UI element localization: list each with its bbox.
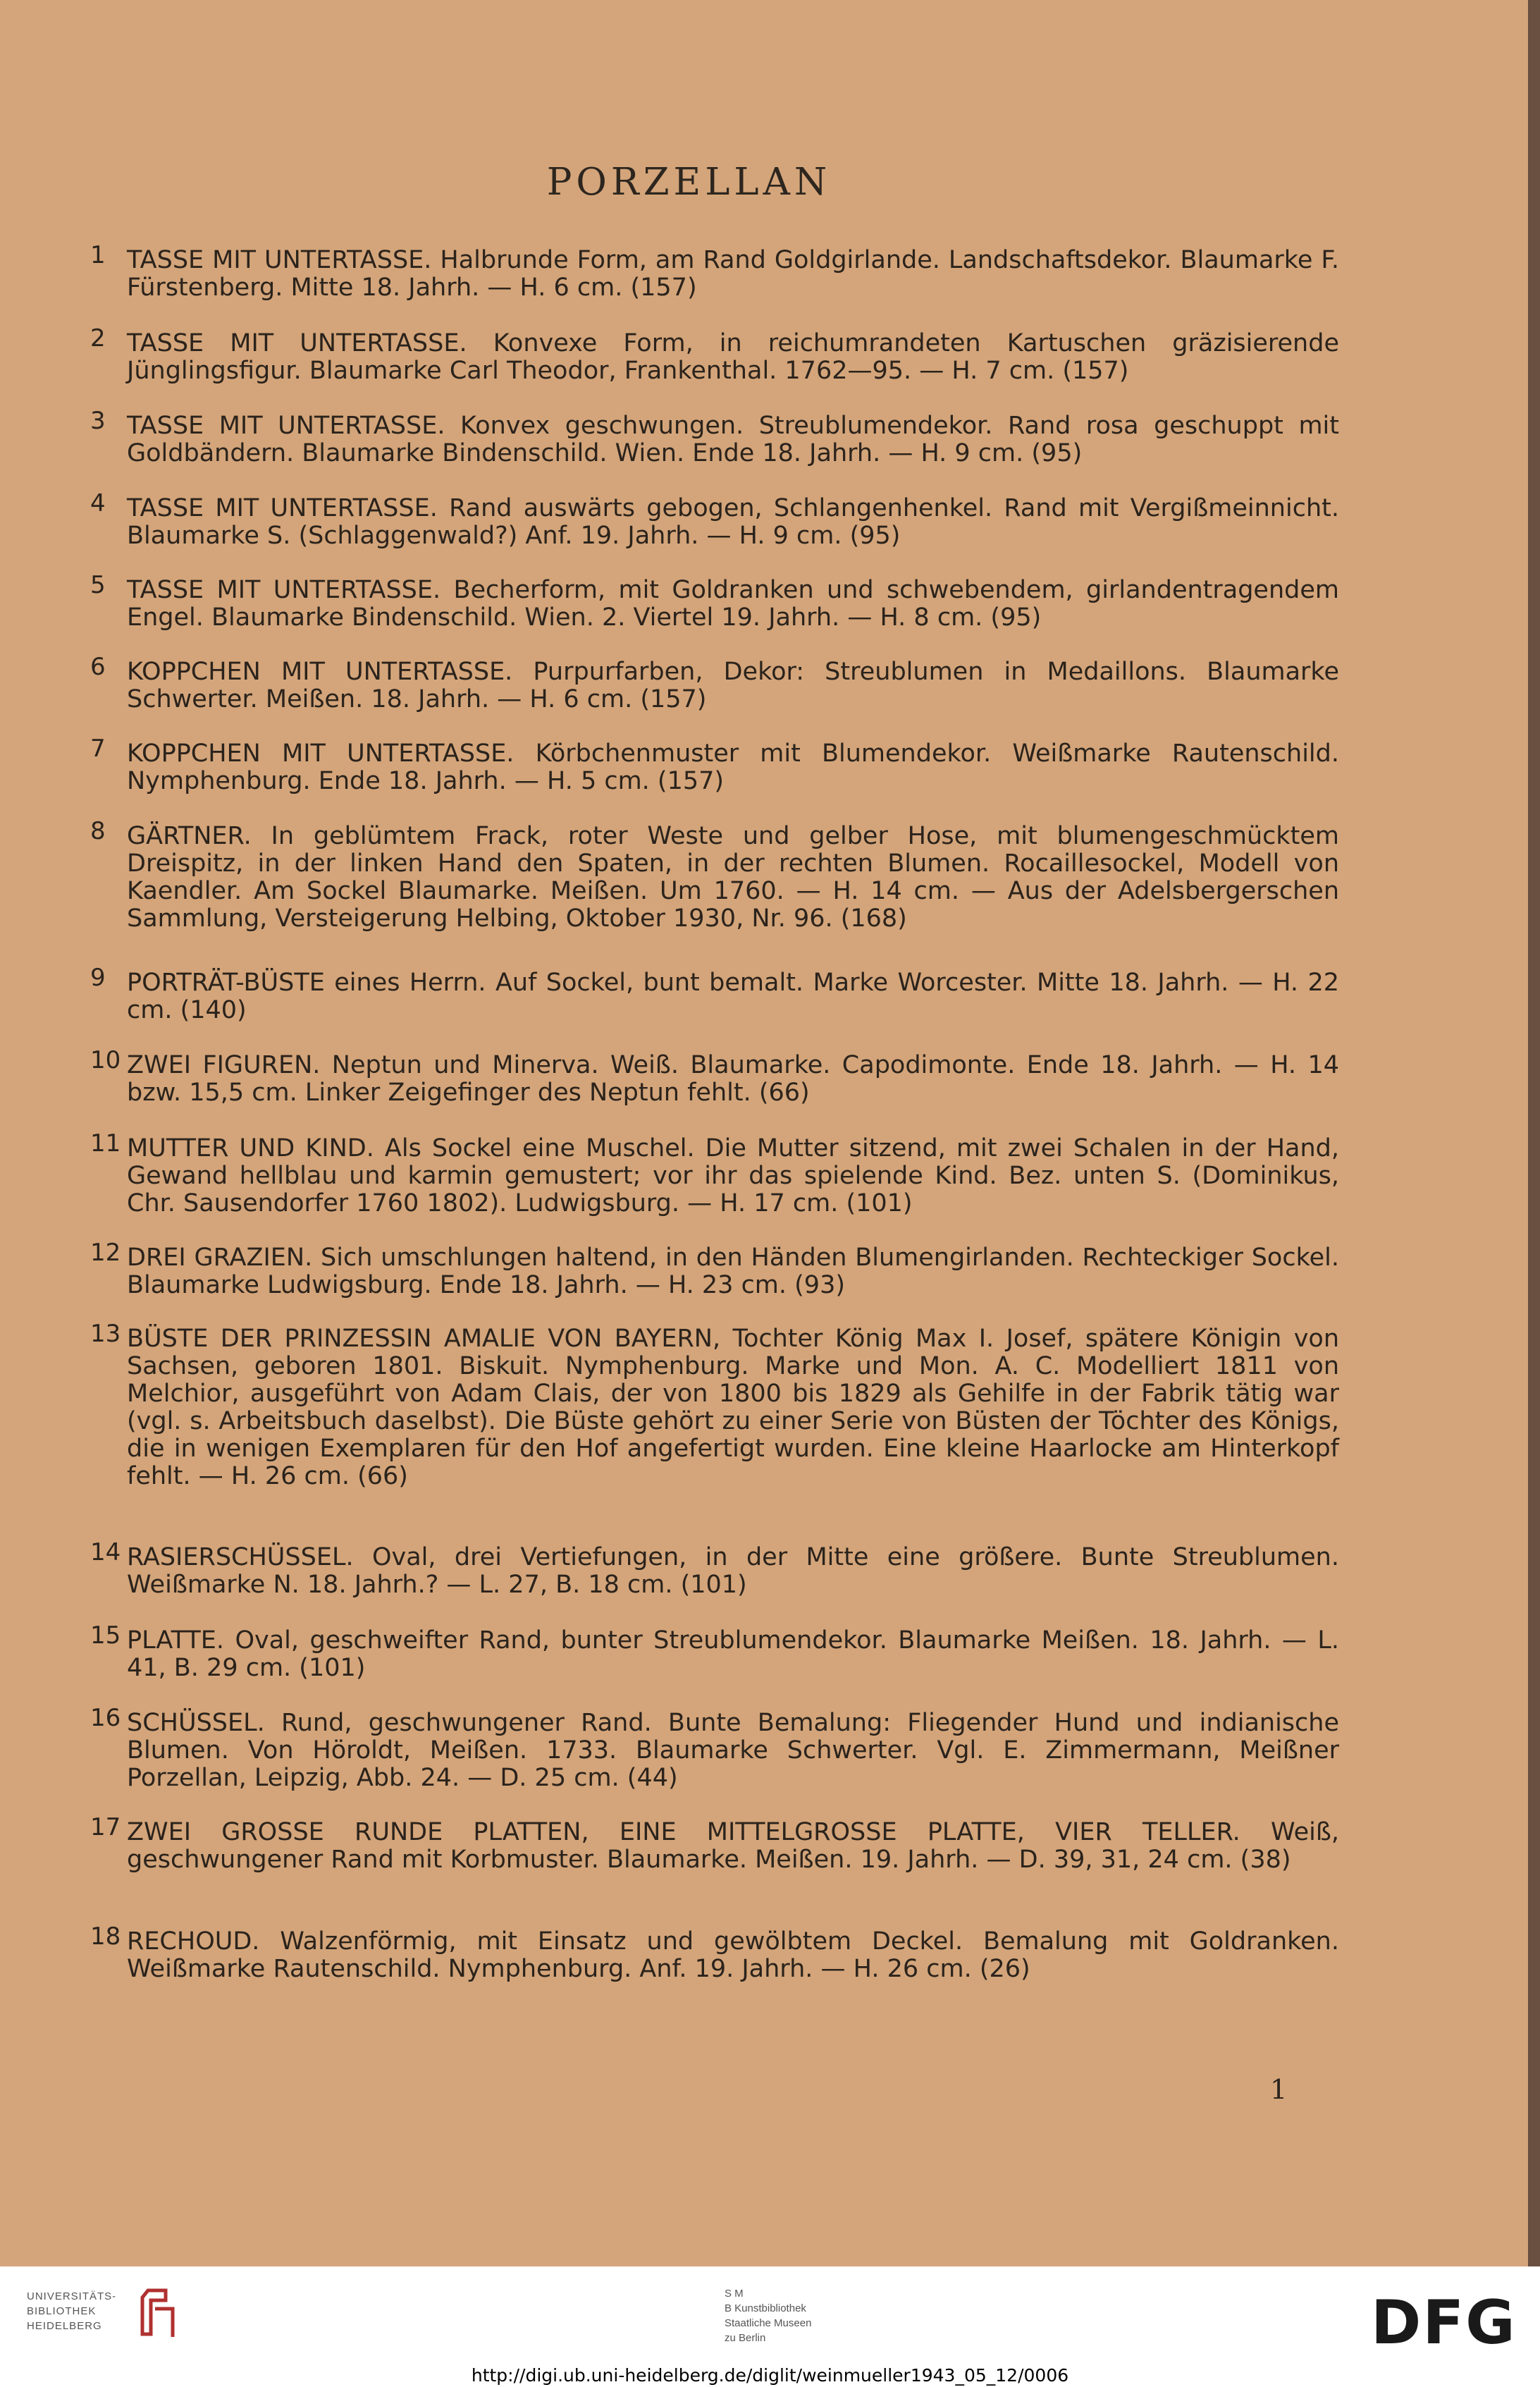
entry-number: 7 (90, 735, 106, 763)
entry-text: DREI GRAZIEN. Sich umschlungen haltend, in den Händen Blumengirlanden. Rechteckiger Sockel. Blaumarke Ludwigsburg. Ende 18. Jahrh. — H. 23 cm. (93) (127, 1244, 1339, 1299)
entry-number: 14 (90, 1538, 121, 1566)
entry-text: KOPPCHEN MIT UNTERTASSE. Purpurfarben, Dekor: Streublumen in Medaillons. Blaumarke Schwerter. Meißen. 18. Jahrh. — H. 6 cm. (157) (127, 658, 1339, 713)
entry-number: 16 (90, 1704, 121, 1732)
entry-number: 3 (90, 407, 106, 435)
entry-text: PORTRÄT-BÜSTE eines Herrn. Auf Sockel, bunt bemalt. Marke Worcester. Mitte 18. Jahrh. — H. 22 cm. (140) (127, 969, 1339, 1024)
source-url[interactable]: http://digi.ub.uni-heidelberg.de/diglit/weinmueller1943_05_12/0006 (471, 2365, 1069, 2386)
entry-text: TASSE MIT UNTERTASSE. Rand auswärts gebogen, Schlangenhenkel. Rand mit Vergißmeinnicht. Blaumarke S. (Schlaggenwald?) Anf. 19. Jahrh. — H. 9 cm. (95) (127, 494, 1339, 550)
entry-number: 10 (90, 1046, 121, 1074)
university-line: UNIVERSITÄTS- (27, 2290, 117, 2302)
entry-number: 18 (90, 1922, 121, 1951)
entry-text: ZWEI FIGUREN. Neptun und Minerva. Weiß. Blaumarke. Capodimonte. Ende 18. Jahrh. — H. 14 bzw. 15,5 cm. Linker Zeigefinger des Neptun fehlt. (66) (127, 1051, 1339, 1107)
entry-number: 1 (90, 241, 106, 269)
entry-number: 6 (90, 653, 106, 681)
university-logo-icon (134, 2285, 183, 2341)
entry-text: TASSE MIT UNTERTASSE. Halbrunde Form, am Rand Goldgirlande. Landschaftsdekor. Blaumarke F. Fürstenberg. Mitte 18. Jahrh. — H. 6 cm. (157) (127, 246, 1339, 302)
sm-kunstbibliothek-block (725, 2286, 811, 2345)
university-line: BIBLIOTHEK (27, 2305, 97, 2317)
entry-text: BÜSTE DER PRINZESSIN AMALIE VON BAYERN, Tochter König Max I. Josef, spätere Königin von Sachsen, geboren 1801. Biskuit. Nymphenburg. Marke und Mon. A. C. Modelliert 1811 von Melchior, ausgeführt von Adam Clais, der von 1800 bis 1829 als Gehilfe in der Fabrik tätig war (vgl. s. Arbeitsbuch daselbst). Die Büste gehört zu einer Serie von Büsten der Töchter des Königs, die in wenigen Exemplaren für den Hof angefertigt wurden. Eine kleine Haarlocke am Hinterkopf fehlt. — H. 26 cm. (66) (127, 1325, 1339, 1490)
entry-text: MUTTER UND KIND. Als Sockel eine Muschel. Die Mutter sitzend, mit zwei Schalen in der Hand, Gewand hellblau und karmin gemustert; vor ihr das spielende Kind. Bez. unten S. (Dominikus, Chr. Sausendorfer 1760 1802). Ludwigsburg. — H. 17 cm. (101) (127, 1134, 1339, 1217)
entry-number: 11 (90, 1129, 121, 1158)
entry-text: RECHOUD. Walzenförmig, mit Einsatz und gewölbtem Deckel. Bemalung mit Goldranken. Weißmarke Rautenschild. Nymphenburg. Anf. 19. Jahrh. — H. 26 cm. (26) (127, 1927, 1339, 1983)
entry-text: KOPPCHEN MIT UNTERTASSE. Körbchenmuster mit Blumendekor. Weißmarke Rautenschild. Nymphenburg. Ende 18. Jahrh. — H. 5 cm. (157) (127, 740, 1339, 795)
entry-number: 8 (90, 817, 106, 845)
entry-number: 17 (90, 1813, 121, 1841)
entry-number: 9 (90, 964, 106, 992)
entry-text: TASSE MIT UNTERTASSE. Becherform, mit Goldranken und schwebendem, girlandentragendem Engel. Blaumarke Bindenschild. Wien. 2. Viertel 19. Jahrh. — H. 8 cm. (95) (127, 576, 1339, 632)
entry-text: GÄRTNER. In geblümtem Frack, roter Weste und gelber Hose, mit blumengeschmücktem Dreispitz, in der linken Hand den Spaten, in der rechten Blumen. Rocaillesockel, Modell von Kaendler. Am Sockel Blaumarke. Meißen. Um 1760. — H. 14 cm. — Aus der Adelsbergerschen Sammlung, Versteigerung Helbing, Oktober 1930, Nr. 96. (168) (127, 822, 1339, 933)
entry-text: ZWEI GROSSE RUNDE PLATTEN, EINE MITTELGROSSE PLATTE, VIER TELLER. Weiß, geschwungener Rand mit Korbmuster. Blaumarke. Meißen. 19. Jahrh. — D. 39, 31, 24 cm. (38) (127, 1818, 1339, 1874)
entry-number: 4 (90, 489, 106, 517)
entry-text: TASSE MIT UNTERTASSE. Konvex geschwungen. Streublumendekor. Rand rosa geschuppt mit Goldbändern. Blaumarke Bindenschild. Wien. Ende 18. Jahrh. — H. 9 cm. (95) (127, 412, 1339, 467)
footer (0, 2266, 1540, 2387)
entry-number: 5 (90, 571, 106, 599)
entry-number: 2 (90, 324, 106, 352)
page-number: 1 (1270, 2074, 1288, 2105)
sm-line: zu Berlin (725, 2332, 766, 2344)
entry-number: 15 (90, 1621, 121, 1650)
sm-line: B Kunstbibliothek (725, 2302, 806, 2314)
entry-text: RASIERSCHÜSSEL. Oval, drei Vertiefungen, in der Mitte eine größere. Bunte Streublumen. Weißmarke N. 18. Jahrh.? — L. 27, B. 18 cm. (101) (127, 1543, 1339, 1599)
entry-text: SCHÜSSEL. Rund, geschwungener Rand. Bunte Bemalung: Fliegender Hund und indianische Blumen. Von Höroldt, Meißen. 1733. Blaumarke Schwerter. Vgl. E. Zimmermann, Meißner Porzellan, Leipzig, Abb. 24. — D. 25 cm. (44) (127, 1709, 1339, 1792)
university-line: HEIDELBERG (27, 2320, 102, 2332)
university-logo-text (27, 2289, 116, 2333)
entry-text: TASSE MIT UNTERTASSE. Konvexe Form, in reichumrandeten Kartuschen gräzisierende Jünglingsfigur. Blaumarke Carl Theodor, Frankenthal. 1762—95. — H. 7 cm. (157) (127, 329, 1339, 385)
entry-number: 13 (90, 1320, 121, 1348)
entry-text: PLATTE. Oval, geschweifter Rand, bunter Streublumendekor. Blaumarke Meißen. 18. Jahrh. — L. 41, B. 29 cm. (101) (127, 1626, 1339, 1682)
page-edge (1528, 0, 1540, 2266)
dfg-logo: DFG (1371, 2288, 1517, 2358)
entry-number: 12 (90, 1239, 121, 1267)
sm-line: S M (725, 2288, 744, 2300)
sm-line: Staatliche Museen (725, 2317, 812, 2329)
page-title: PORZELLAN (546, 161, 832, 204)
